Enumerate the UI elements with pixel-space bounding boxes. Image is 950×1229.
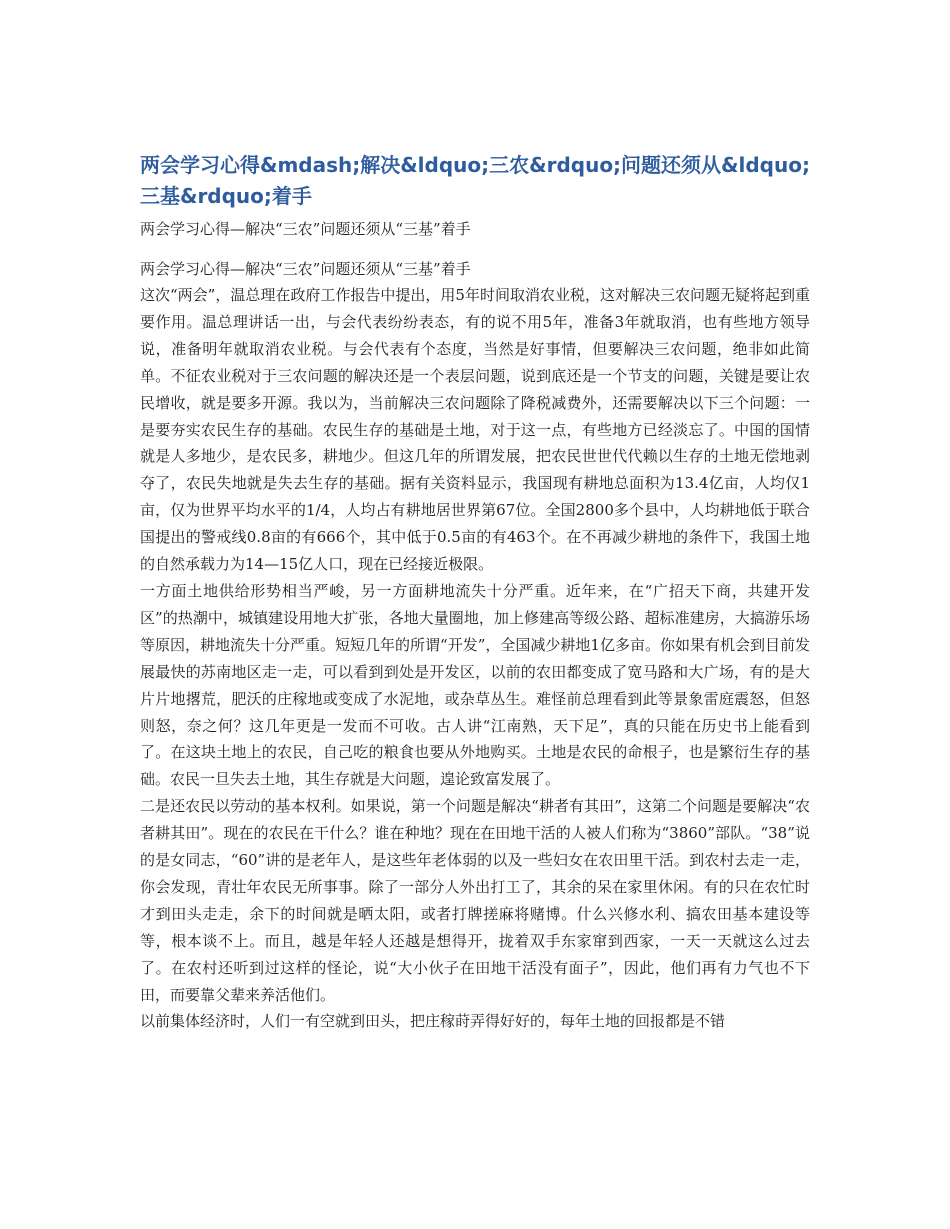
paragraph: 以前集体经济时，人们一有空就到田头，把庄稼莳弄得好好的，每年土地的回报都是不错	[140, 1012, 726, 1031]
document-subtitle: 两会学习心得—解决“三农”问题还须从“三基”着手	[140, 220, 471, 238]
paragraph: 这次“两会”，温总理在政府工作报告中提出，用5年时间取消农业税，这对解决三农问题无疑将起到重要作用。温总理讲话一出，与会代表纷纷表态，有的说不用5年，准备3年就取消，也有些地方领导说，准备明年就取消农业税。与会代表有个态度，当然是好事情，但要解决三农问题，绝非如此简单。不征农业税对于三农问题的解决还是一个表层问题，说到底还是一个节支的问题，关键是要让农民增收，就是要多开源。我以为，当前解决三农问题除了降税减费外，还需要解决以下三个问题：一是要夯实农民生存的基础。农民生存的基础是土地，对于这一点，有些地方已经淡忘了。中国的国情就是人多地少，是农民多，耕地少。但这几年的所谓发展，把农民世世代代赖以生存的土地无偿地剥夺了，农民失地就是失去生存的基础。据有关资料显示，我国现有耕地总面积为13.4亿亩，人均仅1亩，仅为世界平均水平的1/4，人均占有耕地居世界第67位。全国2800多个县中，人均耕地低于联合国提出的警戒线0.8亩的有666个，其中低于0.5亩的有463个。在不再减少耕地的条件下，我国土地的自然承载力为14—15亿人口，现在已经接近极限。	[140, 286, 810, 574]
paragraph: 二是还农民以劳动的基本权利。如果说，第一个问题是解决“耕者有其田”，这第二个问题是要解决“农者耕其田”。现在的农民在干什么？谁在种地？现在在田地干活的人被人们称为“3860”部队。“38”说的是女同志，“60”讲的是老年人，是这些年老体弱的以及一些妇女在农田里干活。到农村去走一走，你会发现，青壮年农民无所事事。除了一部分人外出打工了，其余的呆在家里休闲。有的只在农忙时才到田头走走，余下的时间就是晒太阳，或者打牌搓麻将赌博。什么兴修水利、搞农田基本建设等等，根本谈不上。而且，越是年轻人还越是想得开，拢着双手东家窜到西家，一天一天就这么过去了。在农村还听到过这样的怪论，说“大小伙子在田地干活没有面子”，因此，他们再有力气也不下田，而要靠父辈来养活他们。	[140, 797, 810, 1004]
document-title: 两会学习心得&mdash;解决&ldquo;三农&rdquo;问题还须从&ldquo;三基&rdquo;着手	[140, 153, 810, 208]
article-heading: 两会学习心得—解决“三农”问题还须从“三基”着手	[140, 260, 471, 278]
paragraph: 一方面土地供给形势相当严峻，另一方面耕地流失十分严重。近年来，在“广招天下商，共建开发区”的热潮中，城镇建设用地大扩张，各地大量圈地，加上修建高等级公路、超标准建房，大搞游乐场等原因，耕地流失十分严重。短短几年的所谓“开发”，全国减少耕地1亿多亩。你如果有机会到目前发展最快的苏南地区走一走，可以看到到处是开发区，以前的农田都变成了宽马路和大广场，有的是大片片地撂荒，肥沃的庄稼地或变成了水泥地，或杂草丛生。难怪前总理看到此等景象雷庭震怒，但怒则怒，奈之何？这几年更是一发而不可收。古人讲“江南熟，天下足”，真的只能在历史书上能看到了。在这块土地上的农民，自己吃的粮食也要从外地购买。土地是农民的命根子，也是繁衍生存的基础。农民一旦失去土地，其生存就是大问题，遑论致富发展了。	[140, 581, 810, 789]
